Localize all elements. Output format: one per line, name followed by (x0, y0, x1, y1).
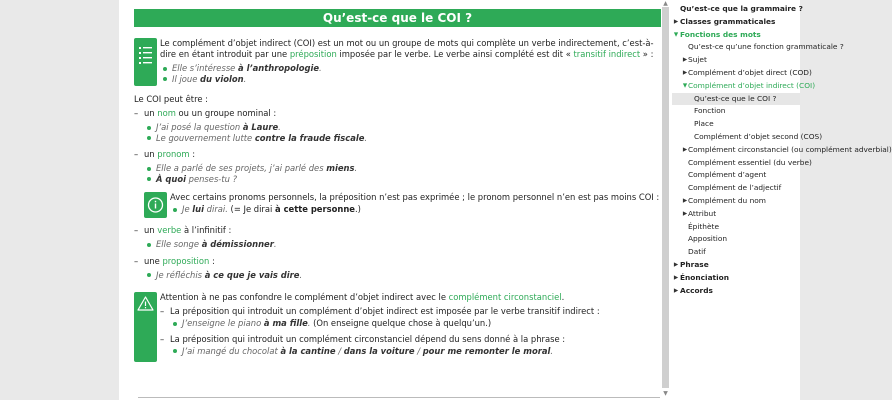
info-text: Avec certains pronoms personnels, la préposition n’est pas exprimée ; le pronom personnel n’en est pas moins COI : (170, 192, 660, 202)
toc-item-datif[interactable]: Datif (688, 247, 706, 257)
scrollbar-thumb[interactable] (662, 7, 669, 388)
link-nom[interactable]: nom (157, 108, 176, 118)
list-item: J’ai mangé du chocolat à la cantine / dans la voiture / pour me remonter le moral. (170, 346, 661, 357)
link-preposition[interactable]: préposition (289, 49, 337, 59)
warning-item-1-examples (170, 318, 661, 329)
info-box (144, 192, 661, 218)
section-divider (138, 397, 660, 398)
toc-item-enonciation[interactable]: ▶ Énonciation (672, 272, 800, 285)
warning-icon (134, 292, 157, 362)
toc-item-coi[interactable]: ▼ Complément d’objet indirect (COI) (672, 80, 800, 93)
list-item: Je réfléchis à ce que je vais dire. (144, 270, 661, 281)
toc-list (672, 3, 892, 297)
coi-verbe-item: – un verbe à l’infinitif : (134, 225, 232, 235)
coi-pronom-item: – un pronom : (134, 149, 196, 159)
warning-text: Attention à ne pas confondre le complément d’objet indirect avec le complément circonstanciel. (160, 292, 565, 302)
caret-right-icon: ▶ (673, 261, 679, 268)
list-item: Elle songe à démissionner. (144, 239, 661, 250)
toc-item-phrase[interactable]: ▶ Phrase (672, 259, 800, 272)
toc-item-essentiel[interactable]: Complément essentiel (du verbe) (688, 157, 812, 167)
caret-right-icon: ▶ (673, 274, 679, 281)
coi-proposition-examples (144, 270, 661, 281)
toc-item-coi-place[interactable]: Place (694, 119, 714, 129)
list-item: À quoi penses-tu ? (144, 174, 661, 185)
scroll-up-icon[interactable]: ▲ (663, 0, 668, 7)
list-item: Elle a parlé de ses projets, j’ai parlé des miens. (144, 163, 661, 174)
coi-pronom-examples (144, 163, 661, 184)
list-icon (134, 38, 157, 86)
definition-examples (160, 63, 661, 84)
scroll-down-icon[interactable]: ▼ (663, 390, 668, 397)
coi-nom-examples (144, 122, 661, 143)
toc-item-fonctions[interactable]: ▼ Fonctions des mots (672, 29, 800, 42)
caret-right-icon: ▶ (682, 57, 688, 64)
coi-proposition-item: – une proposition : (134, 255, 215, 266)
toc-item-attribut[interactable]: ▶ Attribut (672, 208, 800, 221)
warning-item-2-examples (170, 346, 661, 357)
caret-right-icon: ▶ (682, 69, 688, 76)
article-content (134, 38, 661, 362)
coi-intro-heading: Le COI peut être : (134, 94, 208, 104)
link-transitif-indirect[interactable]: transitif indirect (573, 49, 641, 59)
list-item: Elle s’intéresse à l’anthropologie. (160, 63, 661, 74)
sidebar-toc (672, 0, 892, 400)
toc-item-adjectif[interactable]: Complément de l’adjectif (688, 183, 782, 193)
caret-right-icon: ▶ (682, 210, 688, 217)
toc-item-circonstanciel[interactable]: ▶ Complément circonstanciel (ou complément adverbial) (672, 144, 800, 157)
link-proposition[interactable]: proposition (162, 255, 210, 266)
caret-down-icon: ▼ (682, 82, 688, 89)
toc-item-fonction-grammaticale[interactable]: Qu’est-ce qu’une fonction grammaticale ? (688, 42, 844, 52)
toc-item-classes[interactable]: ▶ Classes grammaticales (672, 16, 800, 29)
info-icon (144, 192, 167, 218)
toc-item-cod[interactable]: ▶ Complément d’objet direct (COD) (672, 67, 800, 80)
warning-item-2: – La préposition qui introduit un complément circonstanciel dépend du sens donné à la phrase : (160, 333, 566, 344)
coi-verbe-examples (144, 239, 661, 250)
warning-item-1: – La préposition qui introduit un complément d’objet indirect est imposée par le verbe transitif indirect : (160, 306, 600, 316)
caret-down-icon: ▼ (673, 31, 679, 38)
toc-item-cos[interactable]: Complément d’objet second (COS) (694, 131, 823, 141)
toc-item-epithete[interactable]: Épithète (688, 221, 719, 231)
list-item: J’ai posé la question à Laure. (144, 122, 661, 133)
toc-item-coi-fonction[interactable]: Fonction (694, 106, 726, 116)
list-item: Il joue du violon. (160, 74, 661, 85)
toc-item-nom[interactable]: ▶ Complément du nom (672, 195, 800, 208)
caret-right-icon: ▶ (673, 18, 679, 25)
caret-right-icon: ▶ (682, 146, 688, 153)
main-page (119, 0, 672, 400)
definition-box (134, 38, 661, 84)
toc-item-apposition[interactable]: Apposition (688, 234, 728, 244)
link-pronom[interactable]: pronom (157, 149, 190, 159)
link-verbe[interactable]: verbe (157, 225, 182, 235)
toc-item-accords[interactable]: ▶ Accords (672, 285, 800, 298)
link-complement-circonstanciel[interactable]: complément circonstanciel (448, 292, 562, 302)
list-item: Le gouvernement lutte contre la fraude fiscale. (144, 133, 661, 144)
list-item: J’enseigne le piano à ma fille. (On enseigne quelque chose à quelqu’un.) (170, 318, 661, 329)
toc-item-agent[interactable]: Complément d’agent (688, 170, 767, 180)
toc-item-coi-definition[interactable]: Qu’est-ce que le COI ? (672, 93, 800, 106)
caret-right-icon: ▶ (673, 287, 679, 294)
caret-right-icon: ▶ (682, 197, 688, 204)
definition-text: Le complément d’objet indirect (COI) est un mot ou un groupe de mots qui complète un verbe indirectement, c’est-à-dire en étant introduit par une préposition imposée par le verbe. Le verbe ainsi complété est dit « transitif indirect » : (160, 38, 654, 59)
page-title: Qu’est-ce que le COI ? (134, 9, 661, 27)
toc-item-sujet[interactable]: ▶ Sujet (672, 54, 800, 67)
coi-nom-item: – un nom ou un groupe nominal : (134, 108, 277, 118)
warning-box (134, 292, 661, 362)
info-examples (170, 204, 661, 215)
list-item: Je lui dirai. (= Je dirai à cette personne.) (170, 204, 661, 215)
toc-item-grammaire[interactable]: Qu’est-ce que la grammaire ? (680, 4, 803, 13)
